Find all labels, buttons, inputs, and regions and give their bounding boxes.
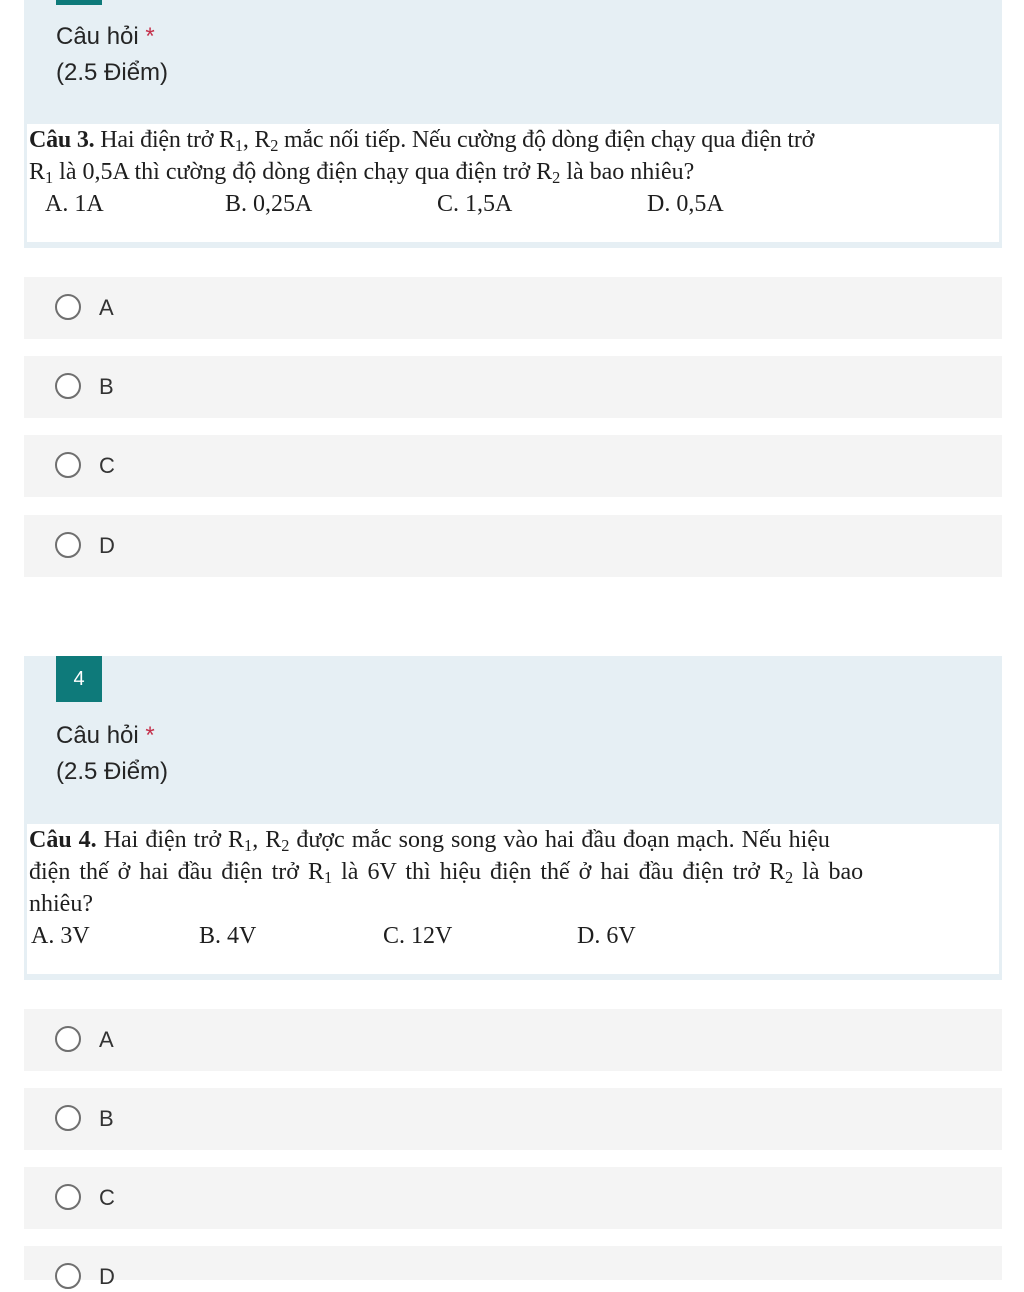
- answer-label: C: [99, 1185, 115, 1210]
- required-mark: *: [145, 722, 155, 749]
- question-points: (2.5 Điểm): [56, 59, 169, 86]
- answer-label: A: [99, 1027, 114, 1052]
- choice-text-c: C. 12V: [383, 923, 453, 949]
- question-number-badge: 4: [56, 656, 102, 702]
- answer-option-d[interactable]: [24, 515, 1002, 577]
- answer-label: A: [99, 295, 114, 320]
- question-label: [56, 22, 155, 52]
- answer-label: D: [99, 533, 115, 558]
- question-stem-text: , R: [252, 827, 282, 853]
- radio-button[interactable]: [55, 373, 81, 399]
- choice-text-b: B. 4V: [199, 923, 257, 949]
- subscript: 1: [234, 136, 243, 156]
- question-stem-title: Câu 3.: [29, 127, 95, 153]
- question-label-text: Câu hỏi: [56, 23, 139, 50]
- radio-button[interactable]: [55, 452, 81, 478]
- question-stem-text: mắc nối tiếp. Nếu cường độ dòng điện chạy qua điện trở: [278, 127, 815, 153]
- answer-label: D: [99, 1264, 115, 1289]
- question-stem-text: R: [29, 159, 46, 185]
- answer-label: B: [99, 1106, 114, 1131]
- question-4-card: [24, 656, 1002, 980]
- choice-text-a: A. 3V: [31, 923, 90, 949]
- answer-label: B: [99, 374, 114, 399]
- question-label: [56, 721, 155, 751]
- question-stem-text: là 6V thì hiệu điện thế ở hai đầu điện trở R: [332, 859, 785, 885]
- question-stem-title: Câu 4.: [29, 827, 97, 853]
- subscript: 2: [785, 868, 794, 888]
- question-number-badge: [56, 0, 102, 5]
- answer-option-c[interactable]: [24, 435, 1002, 497]
- answer-option-c[interactable]: [24, 1167, 1002, 1229]
- question-stem-line: [27, 824, 999, 856]
- question-stem-text: là bao: [793, 859, 864, 885]
- question-stem-line: [27, 856, 999, 888]
- question-stem-image: [27, 824, 999, 974]
- radio-button[interactable]: [55, 294, 81, 320]
- answer-option-a[interactable]: [24, 1009, 1002, 1071]
- question-stem-text: điện thế ở hai đầu điện trở R: [29, 859, 324, 885]
- choice-text-b: B. 0,25A: [225, 191, 313, 217]
- question-stem-text: Hai điện trở R: [103, 827, 245, 853]
- question-choices-row: [27, 920, 999, 952]
- subscript: 1: [244, 836, 253, 856]
- choice-text-c: C. 1,5A: [437, 191, 513, 217]
- radio-button[interactable]: [55, 1026, 81, 1052]
- question-label-text: Câu hỏi: [56, 722, 139, 749]
- question-stem-text: Hai điện trở R: [100, 127, 235, 153]
- question-stem-image: [27, 124, 999, 242]
- answer-label: C: [99, 453, 115, 478]
- subscript: 2: [270, 136, 279, 156]
- question-stem-line: [27, 124, 999, 156]
- question-stem-text: là 0,5A thì cường độ dòng điện chạy qua điện trở R: [53, 159, 553, 185]
- question-stem-line: nhiêu?: [29, 891, 93, 917]
- question-choices-row: [27, 188, 999, 220]
- answer-option-b[interactable]: [24, 356, 1002, 418]
- question-stem-text: là bao nhiêu?: [560, 159, 695, 185]
- question-3-card: [24, 0, 1002, 248]
- radio-button[interactable]: [55, 1184, 81, 1210]
- question-stem-text: , R: [242, 127, 271, 153]
- question-stem-line: [27, 156, 999, 188]
- choice-text-d: D. 0,5A: [647, 191, 724, 217]
- subscript: 2: [552, 168, 561, 188]
- answer-option-d[interactable]: [24, 1246, 1002, 1289]
- subscript: 2: [281, 836, 290, 856]
- choice-text-d: D. 6V: [577, 923, 636, 949]
- subscript: 1: [323, 868, 333, 888]
- answer-option-a[interactable]: [24, 277, 1002, 339]
- choice-text-a: A. 1A: [45, 191, 104, 217]
- subscript: 1: [45, 168, 54, 188]
- required-mark: *: [145, 23, 155, 50]
- radio-button[interactable]: [55, 1105, 81, 1131]
- question-stem-text: được mắc song song vào hai đầu đoạn mạch. Nếu hiệu: [289, 827, 830, 853]
- radio-button[interactable]: [55, 532, 81, 558]
- question-points: (2.5 Điểm): [56, 758, 169, 785]
- radio-button[interactable]: [55, 1263, 81, 1289]
- answer-option-b[interactable]: [24, 1088, 1002, 1150]
